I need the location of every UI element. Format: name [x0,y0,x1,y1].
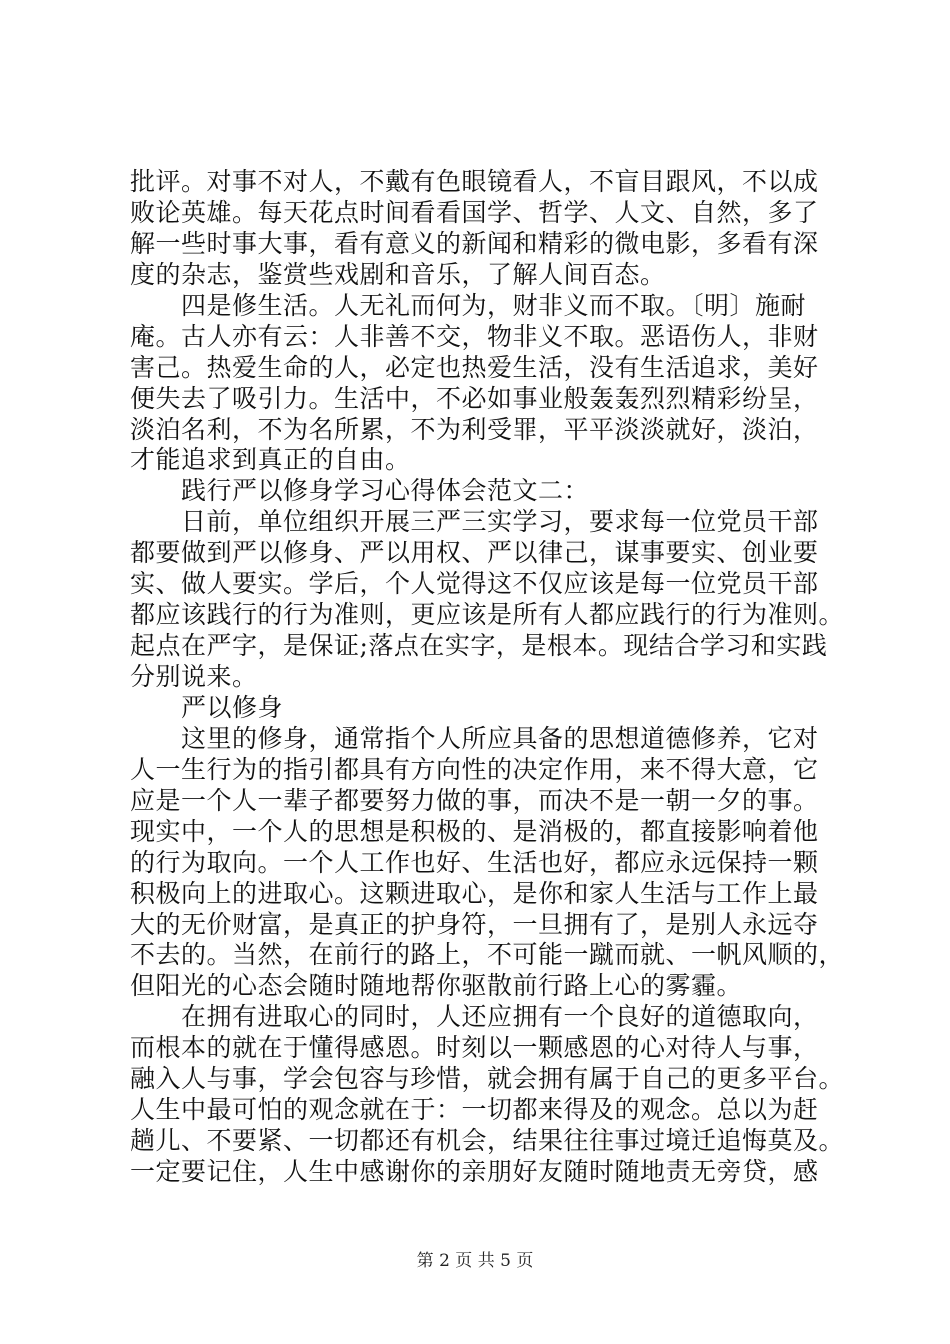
text-line: 庵。古人亦有云：人非善不交，物非义不取。恶语伤人，非财 [130,322,819,351]
text-line: 害己。热爱生命的人，必定也热爱生活，没有生活追求，美好 [130,353,819,382]
text-line: 度的杂志，鉴赏些戏剧和音乐，了解人间百态。 [130,260,666,289]
text-line: 解一些时事大事，看有意义的新闻和精彩的微电影，多看有深 [130,229,819,258]
text-line: 一定要记住，人生中感谢你的亲朋好友随时随地责无旁贷，感 [130,1157,819,1186]
text-line: 人一生行为的指引都具有方向性的决定作用，来不得大意，它 [130,755,819,784]
text-line: 批评。对事不对人，不戴有色眼镜看人，不盲目跟风，不以成 [130,167,819,196]
text-line: 败论英雄。每天花点时间看看国学、哲学、人文、自然，多了 [130,198,819,227]
text-line: 应是一个人一辈子都要努力做的事，而决不是一朝一夕的事。 [130,786,819,815]
text-line: 淡泊名利，不为名所累，不为利受罪，平平淡淡就好，淡泊， [130,415,819,444]
text-line: 这里的修身，通常指个人所应具备的思想道德修养，它对 [130,724,819,753]
text-line: 人生中最可怕的观念就在于：一切都来得及的观念。总以为赶 [130,1095,819,1124]
text-line: 四是修生活。人无礼而何为，财非义而不取。〔明〕施耐 [130,291,807,320]
text-line: 现实中，一个人的思想是积极的、是消极的，都直接影响着他 [130,817,819,846]
text-line: 而根本的就在于懂得感恩。时刻以一颗感恩的心对待人与事， [130,1033,819,1062]
text-line: 融入人与事，学会包容与珍惜，就会拥有属于自己的更多平台。 [130,1064,845,1093]
text-line: 但阳光的心态会随时随地帮你驱散前行路上心的雾霾。 [130,971,743,1000]
section-heading: 严以修身 [130,693,284,722]
text-line: 才能追求到真正的自由。 [130,445,411,474]
text-line: 都应该践行的行为准则，更应该是所有人都应践行的行为准则。 [130,600,845,629]
text-line: 实、做人要实。学后，个人觉得这不仅应该是每一位党员干部 [130,569,819,598]
text-line: 起点在严字，是保证;落点在实字，是根本。现结合学习和实践 [130,631,828,660]
text-line: 分别说来。 [130,662,258,691]
text-line: 便失去了吸引力。生活中，不必如事业般轰轰烈烈精彩纷呈， [130,384,819,413]
text-line: 积极向上的进取心。这颗进取心，是你和家人生活与工作上最 [130,879,819,908]
section-heading: 践行严以修身学习心得体会范文二： [130,476,590,505]
text-line: 日前，单位组织开展三严三实学习，要求每一位党员干部 [130,507,819,536]
text-line: 不去的。当然，在前行的路上，不可能一蹴而就、一帆风顺的， [130,940,845,969]
text-line: 在拥有进取心的同时，人还应拥有一个良好的道德取向， [130,1002,819,1031]
page-number-footer: 第 2 页 共 5 页 [416,1251,534,1271]
text-line: 趟儿、不要紧、一切都还有机会，结果往往事过境迁追悔莫及。 [130,1126,845,1155]
text-line: 的行为取向。一个人工作也好、生活也好，都应永远保持一颗 [130,848,819,877]
text-line: 都要做到严以修身、严以用权、严以律己，谋事要实、创业要 [130,538,819,567]
text-line: 大的无价财富，是真正的护身符，一旦拥有了，是别人永远夺 [130,910,819,939]
